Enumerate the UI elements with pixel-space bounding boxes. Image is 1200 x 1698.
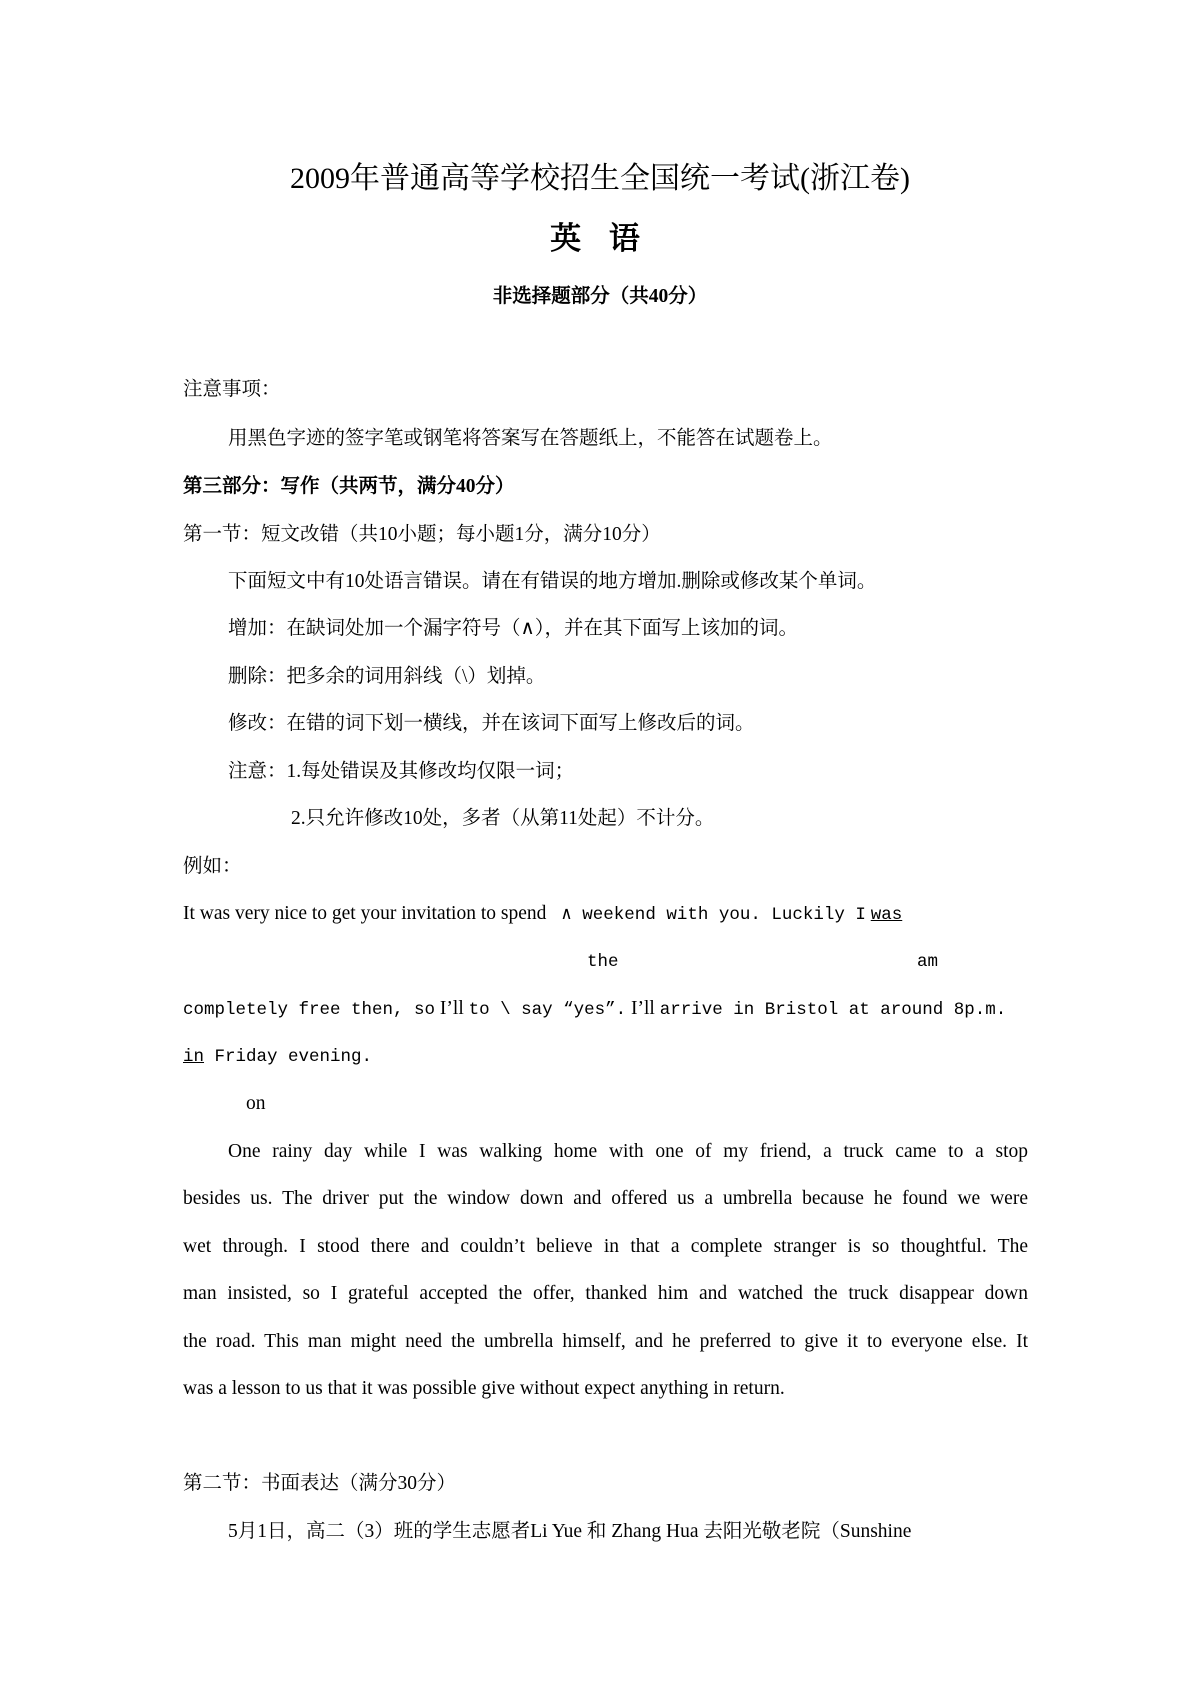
- section2-intro: 5月1日，高二（3）班的学生志愿者Li Yue 和 Zhang Hua 去阳光敬老院（Sunshine: [228, 1521, 912, 1542]
- instruction-line: 删除：把多余的词用斜线（\）划掉。: [228, 666, 546, 687]
- example-line-1: [183, 902, 902, 927]
- passage-line: One rainy day while I was walking home with one of my friend, a truck came to a stop: [228, 1141, 1028, 1162]
- section1-heading: 第一节：短文改错（共10小题；每小题1分，满分10分）: [183, 524, 661, 545]
- example-correction: the: [587, 952, 619, 972]
- exam-title: 2009年普通高等学校招生全国统一考试(浙江卷): [290, 162, 910, 195]
- instruction-line: 下面短文中有10处语言错误。请在有错误的地方增加.删除或修改某个单词。: [228, 571, 877, 592]
- example-text: Friday evening.: [214, 1047, 373, 1067]
- section2-heading: 第二节：书面表达（满分30分）: [183, 1473, 457, 1494]
- note-line-1: 注意：1.每处错误及其修改均仅限一词；: [228, 761, 575, 782]
- passage-line: the road. This man might need the umbrella himself, and he preferred to give it to everyone else. It: [183, 1331, 1028, 1352]
- example-line-2: [183, 997, 1006, 1022]
- notice-text: 用黑色字迹的签字笔或钢笔将答案写在答题纸上，不能答在试题卷上。: [228, 428, 833, 449]
- subject-title: 英 语: [550, 221, 650, 256]
- passage-line: wet through. I stood there and couldn’t believe in that a complete stranger is so thoughtful. The: [183, 1236, 1028, 1257]
- example-error-word: was: [870, 905, 903, 925]
- example-text: arrive in Bristol at around 8p.m.: [659, 1000, 1007, 1020]
- example-text: I’ll: [631, 998, 655, 1019]
- passage-line: was a lesson to us that it was possible give without expect anything in return.: [183, 1378, 785, 1399]
- instruction-line: 增加：在缺词处加一个漏字符号（∧），并在其下面写上该加的词。: [228, 618, 799, 639]
- example-correction: am: [917, 952, 939, 972]
- example-text: It was very nice to get your invitation to spend: [183, 903, 547, 924]
- notice-label: 注意事项：: [183, 379, 281, 400]
- passage-line: besides us. The driver put the window down and offered us a umbrella because he found we were: [183, 1188, 1028, 1209]
- section-subtitle: 非选择题部分（共40分）: [492, 286, 708, 307]
- example-correction: on: [246, 1093, 266, 1114]
- example-line-3: [183, 1045, 372, 1069]
- example-text: I’ll: [439, 998, 464, 1019]
- note-line-2: 2.只允许修改10处，多者（从第11处起）不计分。: [291, 808, 715, 829]
- example-text: ∧ weekend with you. Luckily I: [561, 905, 866, 925]
- example-error-word: in: [183, 1047, 205, 1067]
- example-text: to \ say “yes”.: [468, 1000, 627, 1020]
- instruction-line: 修改：在错的词下划一横线，并在该词下面写上修改后的词。: [228, 713, 755, 734]
- example-label: 例如：: [183, 856, 242, 877]
- passage-line: man insisted, so I grateful accepted the offer, thanked him and watched the truck disappear down: [183, 1283, 1028, 1304]
- part3-heading: 第三部分：写作（共两节，满分40分）: [183, 476, 515, 497]
- example-text: completely free then, so: [183, 1000, 436, 1020]
